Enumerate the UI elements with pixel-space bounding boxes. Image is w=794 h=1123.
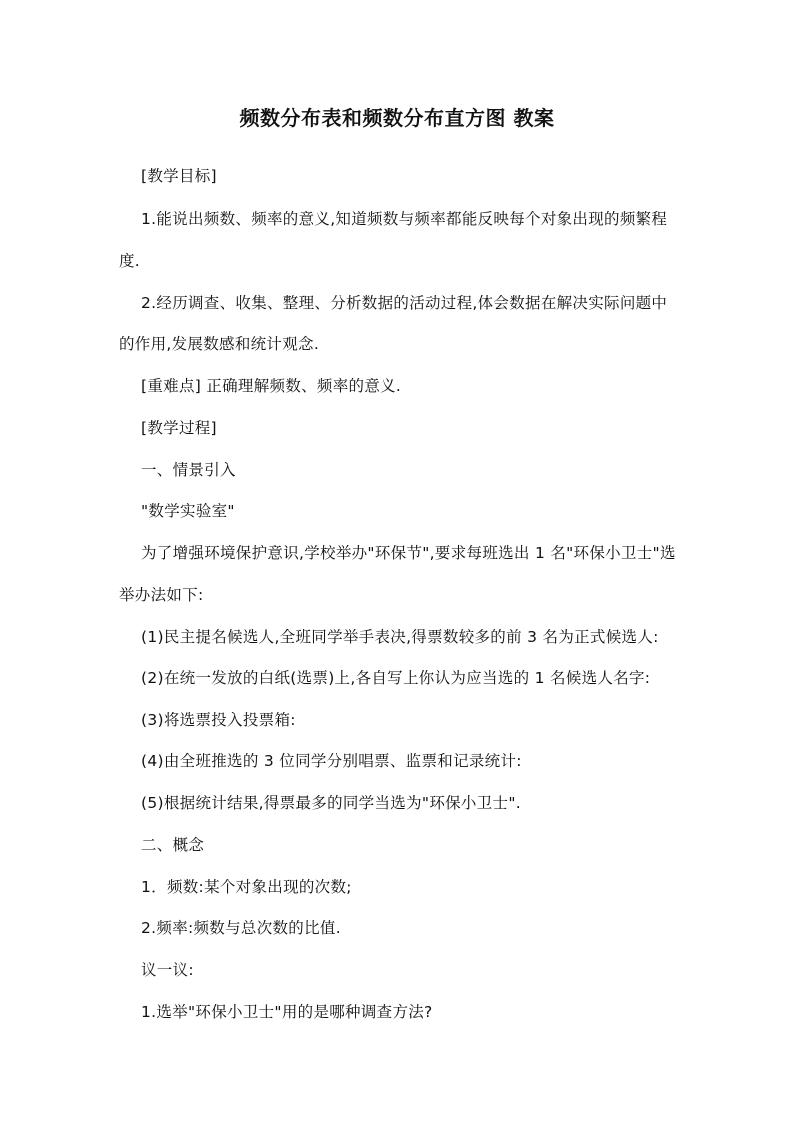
paragraph-line: "数学实验室"	[141, 502, 235, 520]
paragraph-line: 1.能说出频数、频率的意义,知道频数与频率都能反映每个对象出现的频繁程	[141, 210, 668, 228]
list-item: 1.选举"环保小卫士"用的是哪种调查方法?	[141, 1003, 433, 1021]
section-heading-process: [教学过程]	[141, 419, 217, 437]
list-item: (1)民主提名候选人,全班同学举手表决,得票数较多的前 3 名为正式候选人:	[141, 628, 659, 646]
list-item: (2)在统一发放的白纸(选票)上,各自写上你认为应当选的 1 名候选人名字:	[141, 669, 651, 687]
list-item: (4)由全班推选的 3 位同学分别唱票、监票和记录统计:	[141, 752, 522, 770]
section-heading-objectives: [教学目标]	[141, 167, 217, 185]
list-item: 1．频数:某个对象出现的次数;	[141, 878, 352, 896]
list-item: (5)根据统计结果,得票最多的同学当选为"环保小卫士".	[141, 794, 521, 812]
paragraph-line: 2.经历调查、收集、整理、分析数据的活动过程,体会数据在解决实际问题中	[141, 294, 668, 312]
list-item: (3)将选票投入投票箱:	[141, 711, 296, 729]
document-title: 频数分布表和频数分布直方图 教案	[239, 106, 555, 130]
paragraph-line: 举办法如下:	[119, 586, 204, 604]
paragraph-line: 的作用,发展数感和统计观念.	[119, 335, 320, 353]
list-item: 2.频率:频数与总次数的比值.	[141, 919, 341, 937]
paragraph-line: 议一议:	[141, 961, 194, 979]
paragraph-line: 度.	[119, 252, 141, 270]
section-heading-intro: 一、情景引入	[141, 461, 236, 479]
paragraph-line: 为了增强环境保护意识,学校举办"环保节",要求每班选出 1 名"环保小卫士"选	[141, 544, 676, 562]
key-points-line: [重难点] 正确理解频数、频率的意义.	[141, 377, 402, 395]
section-heading-concepts: 二、概念	[141, 836, 205, 854]
